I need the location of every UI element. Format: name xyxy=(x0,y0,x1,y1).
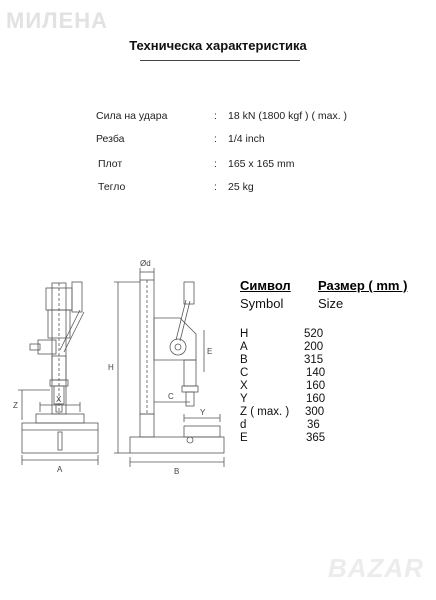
spec-colon: : xyxy=(214,110,217,122)
spec-label-thread: Резба xyxy=(96,133,125,145)
dim-label-e: E xyxy=(207,347,213,356)
spec-value-force: 18 kN (1800 kgf ) ( max. ) xyxy=(228,110,348,122)
dim-label-x: X xyxy=(56,395,62,404)
dim-label-c: C xyxy=(168,392,174,401)
front-hub xyxy=(38,340,56,354)
row-symbol: Z ( max. ) xyxy=(240,406,290,418)
spec-colon: : xyxy=(214,158,217,170)
row-symbol: H xyxy=(240,328,249,340)
spec-value-weight: 25 kg xyxy=(228,181,254,193)
row-value: 160 xyxy=(306,380,326,392)
front-handle-grip xyxy=(72,282,82,312)
side-base xyxy=(130,437,224,453)
dim-label-a: A xyxy=(57,465,63,474)
spec-label-weight: Тегло xyxy=(98,181,126,193)
dim-label-od: Ød xyxy=(140,259,151,268)
row-value: 36 xyxy=(307,419,320,431)
spec-label-table: Плот xyxy=(98,158,123,170)
header-size: Размер ( mm ) xyxy=(318,278,408,293)
row-value: 365 xyxy=(306,432,326,444)
row-value: 200 xyxy=(304,341,324,353)
header-symbol: Символ xyxy=(240,278,291,293)
row-value: 315 xyxy=(304,354,324,366)
front-table xyxy=(36,414,84,423)
page-title: Техническа характеристика xyxy=(129,38,307,53)
front-view xyxy=(18,282,98,465)
row-symbol: X xyxy=(240,380,248,392)
row-value: 300 xyxy=(305,406,325,418)
spec-colon: : xyxy=(214,133,217,145)
watermark-top: МИЛЕНА xyxy=(6,8,109,33)
row-symbol: d xyxy=(240,419,247,431)
row-value: 520 xyxy=(304,328,324,340)
dim-label-h: H xyxy=(108,363,114,372)
row-symbol: Y xyxy=(240,393,248,405)
dim-label-b: B xyxy=(174,467,180,476)
dim-label-y: Y xyxy=(200,408,206,417)
row-symbol: A xyxy=(240,341,248,353)
row-symbol: B xyxy=(240,354,248,366)
front-base xyxy=(22,423,98,453)
spec-label-force: Сила на удара xyxy=(96,110,168,122)
row-value: 160 xyxy=(306,393,326,405)
row-symbol: C xyxy=(240,367,249,379)
side-view xyxy=(114,268,224,467)
side-arm xyxy=(154,318,196,360)
spec-colon: : xyxy=(214,181,217,193)
watermark-bottom: BAZAR xyxy=(328,553,424,583)
spec-value-table: 165 x 165 mm xyxy=(228,158,295,170)
row-symbol: E xyxy=(240,432,248,444)
side-hub xyxy=(170,339,186,355)
row-value: 140 xyxy=(306,367,326,379)
subheader-size: Size xyxy=(318,296,344,311)
spec-value-thread: 1/4 inch xyxy=(228,133,265,145)
side-table xyxy=(184,426,220,437)
dim-label-z: Z xyxy=(13,401,18,410)
subheader-symbol: Symbol xyxy=(240,296,284,311)
